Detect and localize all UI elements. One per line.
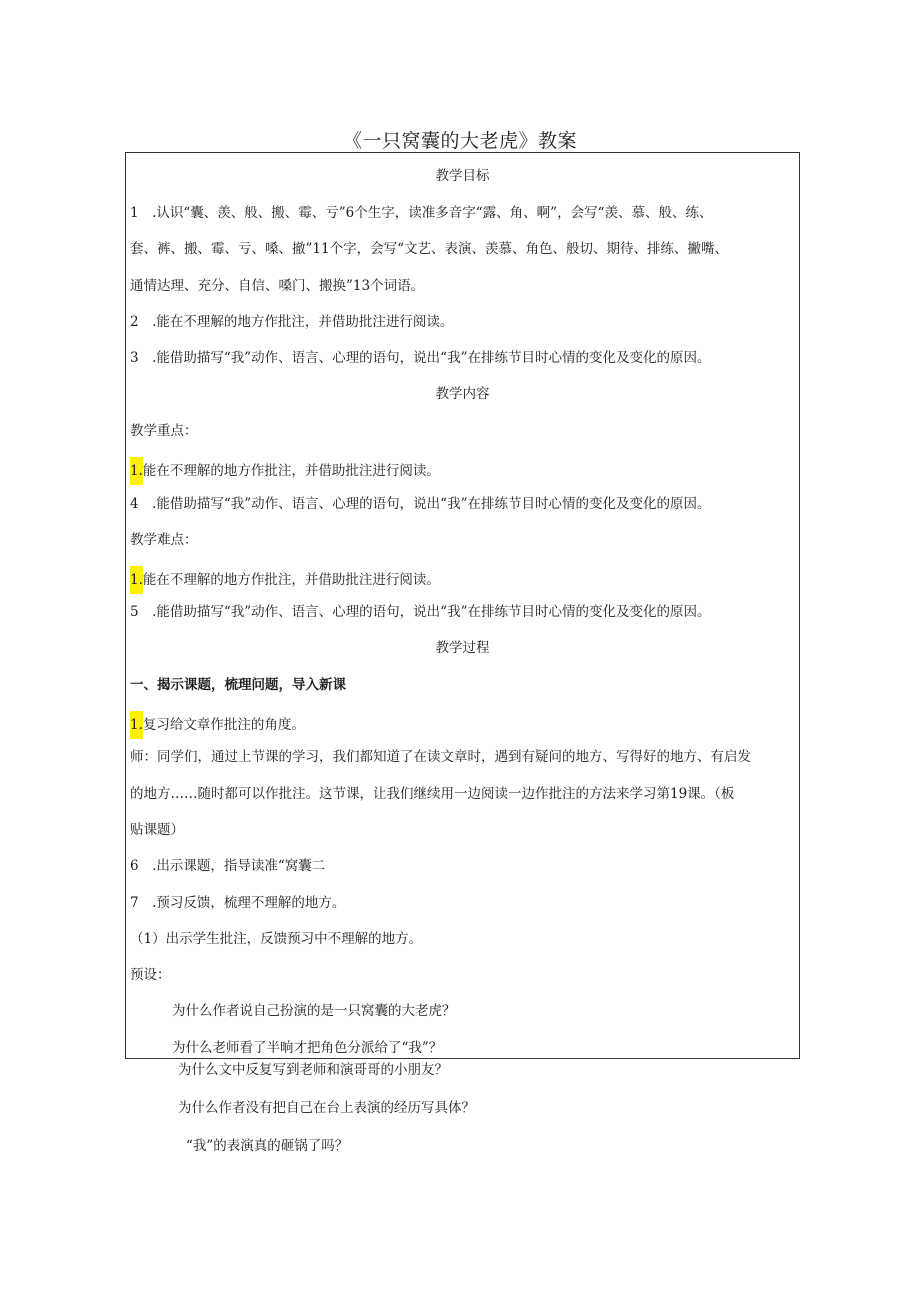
- teacher-line-1: 师：同学们，通过上节课的学习，我们都知道了在读文章时，遇到有疑问的地方、写得好的地方、有启发: [130, 749, 751, 765]
- goal-1-line-1: 1 .认识“囊、羡、般、搬、霉、亏”6个生字，读准多音字“露、角、啊”，会写“羡、慕、般、练、: [130, 205, 713, 221]
- question-4: 为什么作者没有把自己在台上表演的经历写具体？: [178, 1100, 475, 1116]
- key-point-1: [130, 457, 440, 485]
- highlight-number: 1.: [130, 711, 143, 739]
- key-points-label: 教学重点：: [130, 423, 198, 439]
- question-2: 为什么老师看了半晌才把角色分派给了“我”？: [172, 1040, 443, 1056]
- section-heading-content: 教学内容: [435, 386, 490, 402]
- goal-1-line-3: 通情达理、充分、自信、嗓门、搬换”13个词语。: [130, 278, 425, 294]
- section-heading-process: 教学过程: [435, 640, 490, 656]
- review-step: [130, 711, 305, 739]
- key-point-2: 4 .能借助描写“我”动作、语言、心理的语句，说出“我”在排练节目时心情的变化及变化的原因。: [130, 496, 711, 512]
- step-7: 7 .预习反馈，梳理不理解的地方。: [130, 895, 346, 911]
- goal-1-line-2: 套、裤、搬、霉、亏、嗓、撤”11个字，会写“文艺、表演、羡慕、角色、般切、期待、排练、撇嘴、: [130, 241, 728, 257]
- question-1: 为什么作者说自己扮演的是一只窝囊的大老虎？: [172, 1003, 456, 1019]
- difficult-points-label: 教学难点：: [130, 532, 198, 548]
- document-title: 《一只窝囊的大老虎》教案: [342, 130, 577, 152]
- highlight-number: 1.: [130, 566, 143, 594]
- teacher-line-2: 的地方……随时都可以作批注。这节课，让我们继续用一边阅读一边作批注的方法来学习第19课。（板: [130, 786, 735, 802]
- step-6: 6 .出示课题，指导读准“窝囊二: [130, 858, 326, 874]
- review-step-text: 复习给文章作批注的角度。: [142, 717, 305, 733]
- difficult-point-2: 5 .能借助描写“我”动作、语言、心理的语句，说出“我”在排练节目时心情的变化及变化的原因。: [130, 604, 711, 620]
- goal-3: 3 .能借助描写“我”动作、语言、心理的语句，说出“我”在排练节目时心情的变化及变化的原因。: [130, 350, 711, 366]
- teacher-line-3: 贴课题）: [130, 822, 184, 838]
- section-heading-goals: 教学目标: [435, 168, 490, 184]
- difficult-point-1-text: 能在不理解的地方作批注，并借助批注进行阅读。: [142, 572, 440, 588]
- difficult-point-1: [130, 566, 440, 594]
- highlight-number: 1.: [130, 457, 143, 485]
- preset-label: 预设：: [130, 967, 171, 983]
- key-point-1-text: 能在不理解的地方作批注，并借助批注进行阅读。: [142, 463, 440, 479]
- step-7-1: （1）出示学生批注，反馈预习中不理解的地方。: [130, 931, 423, 947]
- question-5: “我”的表演真的砸锅了吗？: [186, 1138, 349, 1154]
- goal-2: 2 .能在不理解的地方作批注，并借助批注进行阅读。: [130, 314, 454, 330]
- question-3: 为什么文中反复写到老师和演哥哥的小朋友？: [178, 1062, 448, 1078]
- part-1-heading: 一、揭示课题，梳理问题，导入新课: [130, 677, 346, 693]
